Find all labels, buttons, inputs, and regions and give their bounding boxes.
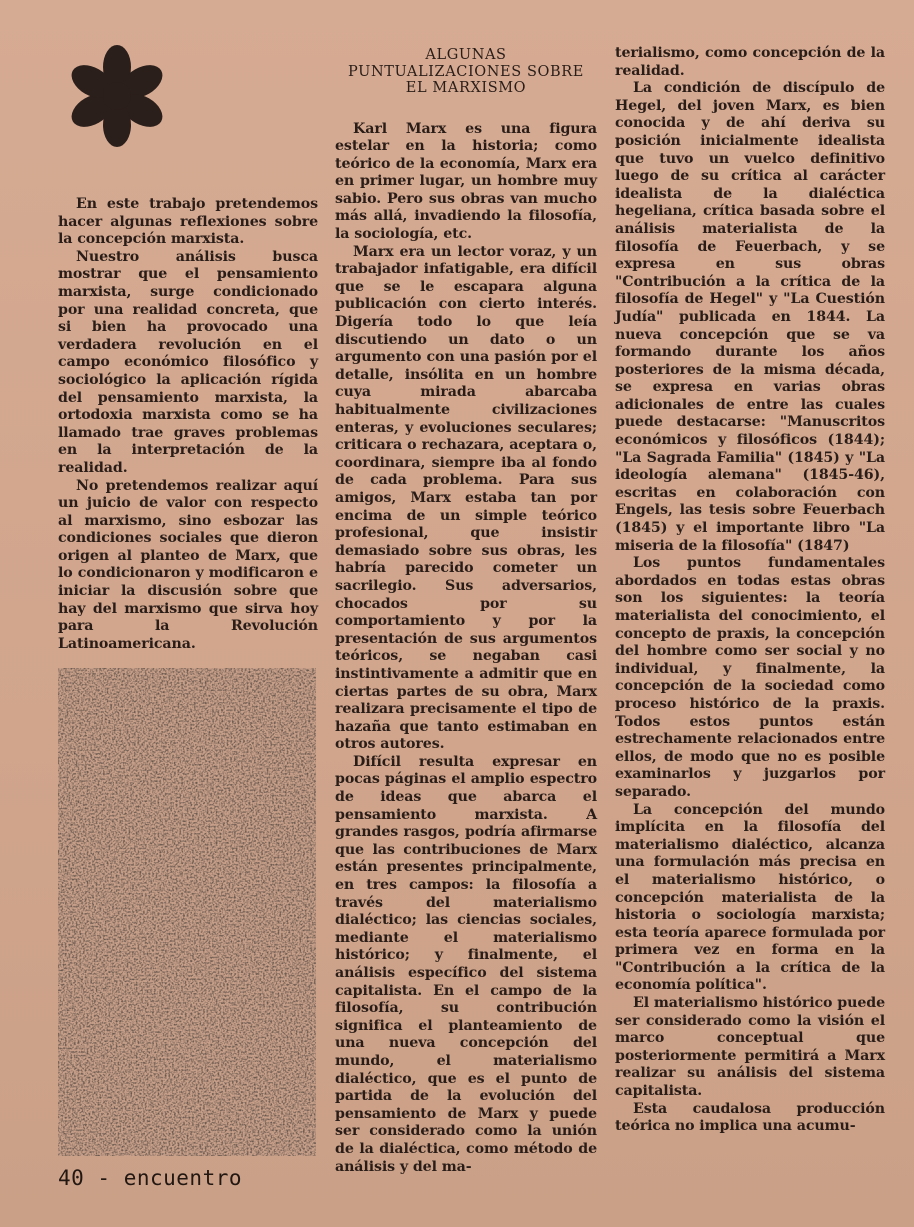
middle-column bbox=[335, 47, 597, 1176]
right-paragraph: La condición de discípulo de Hegel, del joven Marx, es bien conocida y de ahí deriva su posición inicialmente idealista que tuvo un vuelco definitivo luego de su crítica al carácter idealista de la dialéctica hegeliana, crítica basada sobre el análisis materialista de la filosofía de Feuerbach, y se expresa en sus obras "Contribución a la crítica de la filosofía de Hegel" y "La Cuestión Judía" publicada en 1844. La nueva concepción que se va formando durante los años posteriores de la misma década, se expresa en varias obras adicionales de entre las cuales puede destacarse: "Manuscritos económicos y filosóficos (1844); "La Sagrada Familia" (1845) y "La ideología alemana" (1845-46), escritas en colaboración con Engels, las tesis sobre Feuerbach (1845) y el importante libro "La miseria de la filosofía" (1847) bbox=[615, 80, 885, 554]
flower-ornament-icon bbox=[60, 40, 175, 152]
headline-line: PUNTUALIZACIONES SOBRE bbox=[348, 63, 584, 80]
headline-line: EL MARXISMO bbox=[405, 80, 527, 96]
article-headline bbox=[335, 47, 597, 97]
headline-line: ALGUNAS bbox=[425, 47, 507, 63]
right-paragraph: terialismo, como concepción de la realidad. bbox=[615, 45, 885, 79]
right-paragraph: La concepción del mundo implícita en la filosofía del materialismo dialéctico, alcanza una formulación más precisa en el materialismo histórico, o concepción materialista de la historia o sociología marxista; esta teoría aparece formulada por primera vez en forma en la "Contribución a la crítica de la economía política". bbox=[615, 801, 885, 994]
left-paragraph: Nuestro análisis busca mostrar que el pensamiento marxista, surge condicionado por una realidad concreta, que si bien ha provocado una verdadera revolución en el campo económico filosófico y sociológico la aplicación rígida del pensamiento marxista, la ortodoxia marxista como se ha llamado trae graves problemas en la interpretación de la realidad. bbox=[58, 248, 318, 476]
left-paragraph: En este trabajo pretendemos hacer algunas reflexiones sobre la concepción marxista. bbox=[58, 196, 318, 248]
page-footer: 40 - encuentro bbox=[58, 1166, 243, 1190]
right-paragraph: Esta caudalosa producción teórica no implica una acumu- bbox=[615, 1100, 885, 1135]
right-column bbox=[615, 45, 885, 1136]
halftone-texture-image bbox=[58, 668, 316, 1156]
middle-paragraph: Karl Marx es una figura estelar en la historia; como teórico de la economía, Marx era en primer lugar, un hombre muy sabio. Pero sus obras van mucho más allá, invadiendo la filosofía, la sociología, etc. bbox=[335, 120, 597, 243]
left-paragraph: No pretendemos realizar aquí un juicio de valor con respecto al marxismo, sino esbozar las condiciones sociales que dieron origen al planteo de Marx, que lo condicionaron y modificaron e iniciar la discusión sobre que hay del marxismo que sirva hoy para la Revolución Latinoamericana. bbox=[58, 477, 318, 652]
left-column bbox=[58, 196, 318, 653]
right-paragraph: Los puntos fundamentales abordados en todas estas obras son los siguientes: la teoría materialista del conocimiento, el concepto de praxis, la concepción del hombre como ser social y no individual, y finalmente, la concepción de la sociedad como proceso histórico de la praxis. Todos estos puntos están estrechamente relacionados entre ellos, de modo que no es posible examinarlos y juzgarlos por separado. bbox=[615, 555, 885, 800]
middle-paragraph: Difícil resulta expresar en pocas páginas el amplio espectro de ideas que abarca el pensamiento marxista. A grandes rasgos, podría afirmarse que las contribuciones de Marx están presentes principalmente, en tres campos: la filosofía a través del materialismo dialéctico; las ciencias sociales, mediante el materialismo histórico; y finalmente, el análisis específico del sistema capitalista. En el campo de la filosofía, su contribución significa el planteamiento de una nueva concepción del mundo, el materialismo dialéctico, que es el punto de partida de la evolución del pensamiento de Marx y puede ser considerado como la unión de la dialéctica, como método de análisis y del ma- bbox=[335, 753, 597, 1175]
right-paragraph: El materialismo histórico puede ser considerado como la visión el marco conceptual que posteriormente permitirá a Marx realizar su análisis del sistema capitalista. bbox=[615, 995, 885, 1100]
middle-paragraph: Marx era un lector voraz, y un trabajador infatigable, era difícil que se le escapara alguna publicación con cierto interés. Digería todo lo que leía discutiendo un dato o un argumento con una pasión por el detalle, insólita en un hombre cuya mirada abarcaba habitualmente civilizaciones enteras, y evoluciones seculares; criticara o rechazara, aceptara o, coordinara, siempre iba al fondo de cada problema. Para sus amigos, Marx estaba tan por encima de un simple teórico profesional, que insistir demasiado sobre sus obras, les habría parecido cometer un sacrilegio. Sus adversarios, chocados por su comportamiento y por la presentación de sus argumentos teóricos, se negaban casi instintivamente a admitir que en ciertas partes de su obra, Marx realizara precisamente el tipo de hazaña que tanto estimaban en otros autores. bbox=[335, 243, 597, 753]
